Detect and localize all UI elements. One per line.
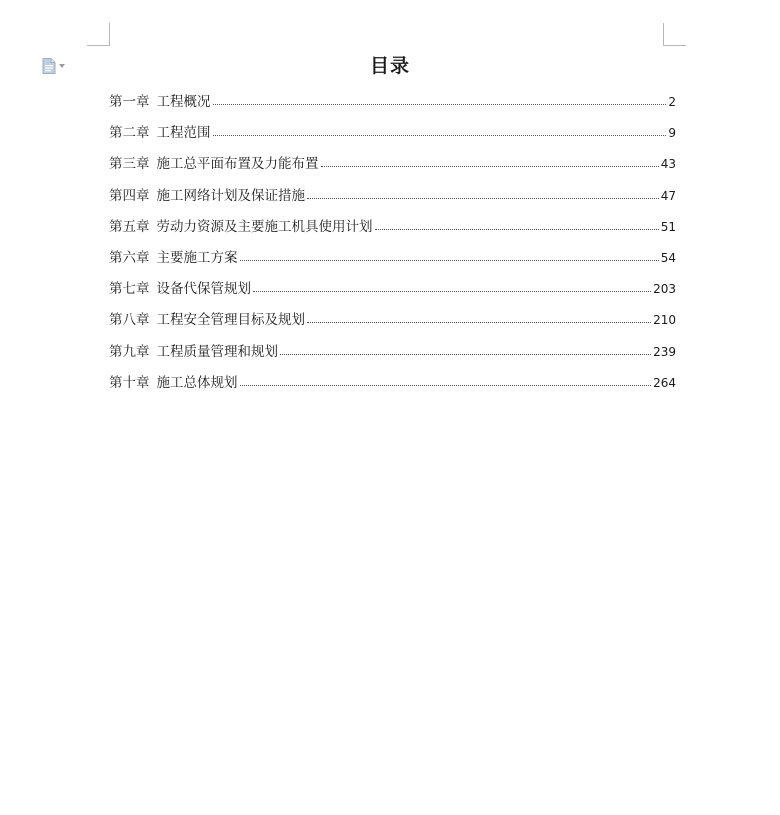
- toc-chapter-number: 第八章: [109, 312, 150, 329]
- toc-chapter-number: 第三章: [109, 156, 150, 173]
- toc-chapter-number: 第五章: [109, 218, 150, 235]
- toc-dot-leader: [321, 154, 659, 167]
- toc-dot-leader: [240, 248, 659, 261]
- toc-entry[interactable]: [109, 373, 676, 404]
- toc-chapter-number: 第十章: [109, 374, 150, 391]
- toc-dot-leader: [280, 342, 651, 355]
- toc-entry[interactable]: [109, 342, 676, 373]
- toc-heading: 工程质量管理和规划: [156, 343, 278, 360]
- toc-heading: 工程安全管理目标及规划: [156, 312, 305, 329]
- margin-corner-top-right: [663, 23, 686, 46]
- toc-page-number: 54: [660, 250, 676, 265]
- toc-chapter-number: 第九章: [109, 343, 150, 360]
- toc-entry[interactable]: [109, 123, 676, 154]
- toc-chapter-number: 第二章: [109, 125, 150, 142]
- margin-corner-top-left: [87, 23, 110, 46]
- toc-dot-leader: [240, 373, 652, 386]
- table-of-contents: [109, 92, 676, 404]
- toc-entry[interactable]: [109, 186, 676, 217]
- toc-page-number: 2: [668, 95, 676, 109]
- toc-dot-leader: [307, 186, 659, 199]
- toc-entry[interactable]: [109, 310, 676, 341]
- toc-page-number: 239: [653, 344, 676, 359]
- toc-chapter-number: 第七章: [109, 281, 150, 298]
- toc-page-number: 47: [660, 188, 676, 203]
- toc-chapter-number: 第六章: [109, 249, 150, 266]
- toc-entry[interactable]: [109, 154, 676, 185]
- toc-dot-leader: [307, 310, 651, 323]
- toc-entry[interactable]: [109, 217, 676, 248]
- toc-page-number: 210: [653, 313, 676, 328]
- toc-heading: 劳动力资源及主要施工机具使用计划: [156, 218, 373, 235]
- toc-page-number: 264: [653, 375, 676, 390]
- toc-entry[interactable]: [109, 279, 676, 310]
- toc-heading: 工程概况: [156, 94, 211, 110]
- toc-page-number: 43: [660, 157, 676, 172]
- toc-heading: 施工网络计划及保证措施: [156, 187, 305, 204]
- toc-page-number: 9: [668, 126, 676, 141]
- toc-dot-leader: [375, 217, 659, 230]
- toc-heading: 工程范围: [156, 125, 211, 142]
- toc-entry[interactable]: [109, 248, 676, 279]
- toc-chapter-number: 第四章: [109, 187, 150, 204]
- toc-heading: 施工总体规划: [156, 374, 238, 391]
- toc-dot-leader: [213, 123, 667, 136]
- toc-dot-leader: [253, 279, 651, 292]
- toc-heading: 设备代保管规划: [156, 281, 251, 298]
- toc-title: 目录: [369, 55, 410, 77]
- toc-entry[interactable]: [109, 92, 676, 123]
- toc-page-number: 203: [653, 282, 676, 297]
- toc-heading: 施工总平面布置及力能布置: [156, 156, 319, 173]
- toc-heading: 主要施工方案: [156, 249, 238, 266]
- toc-page-number: 51: [660, 219, 676, 234]
- toc-dot-leader: [213, 92, 667, 105]
- toc-chapter-number: 第一章: [109, 94, 150, 110]
